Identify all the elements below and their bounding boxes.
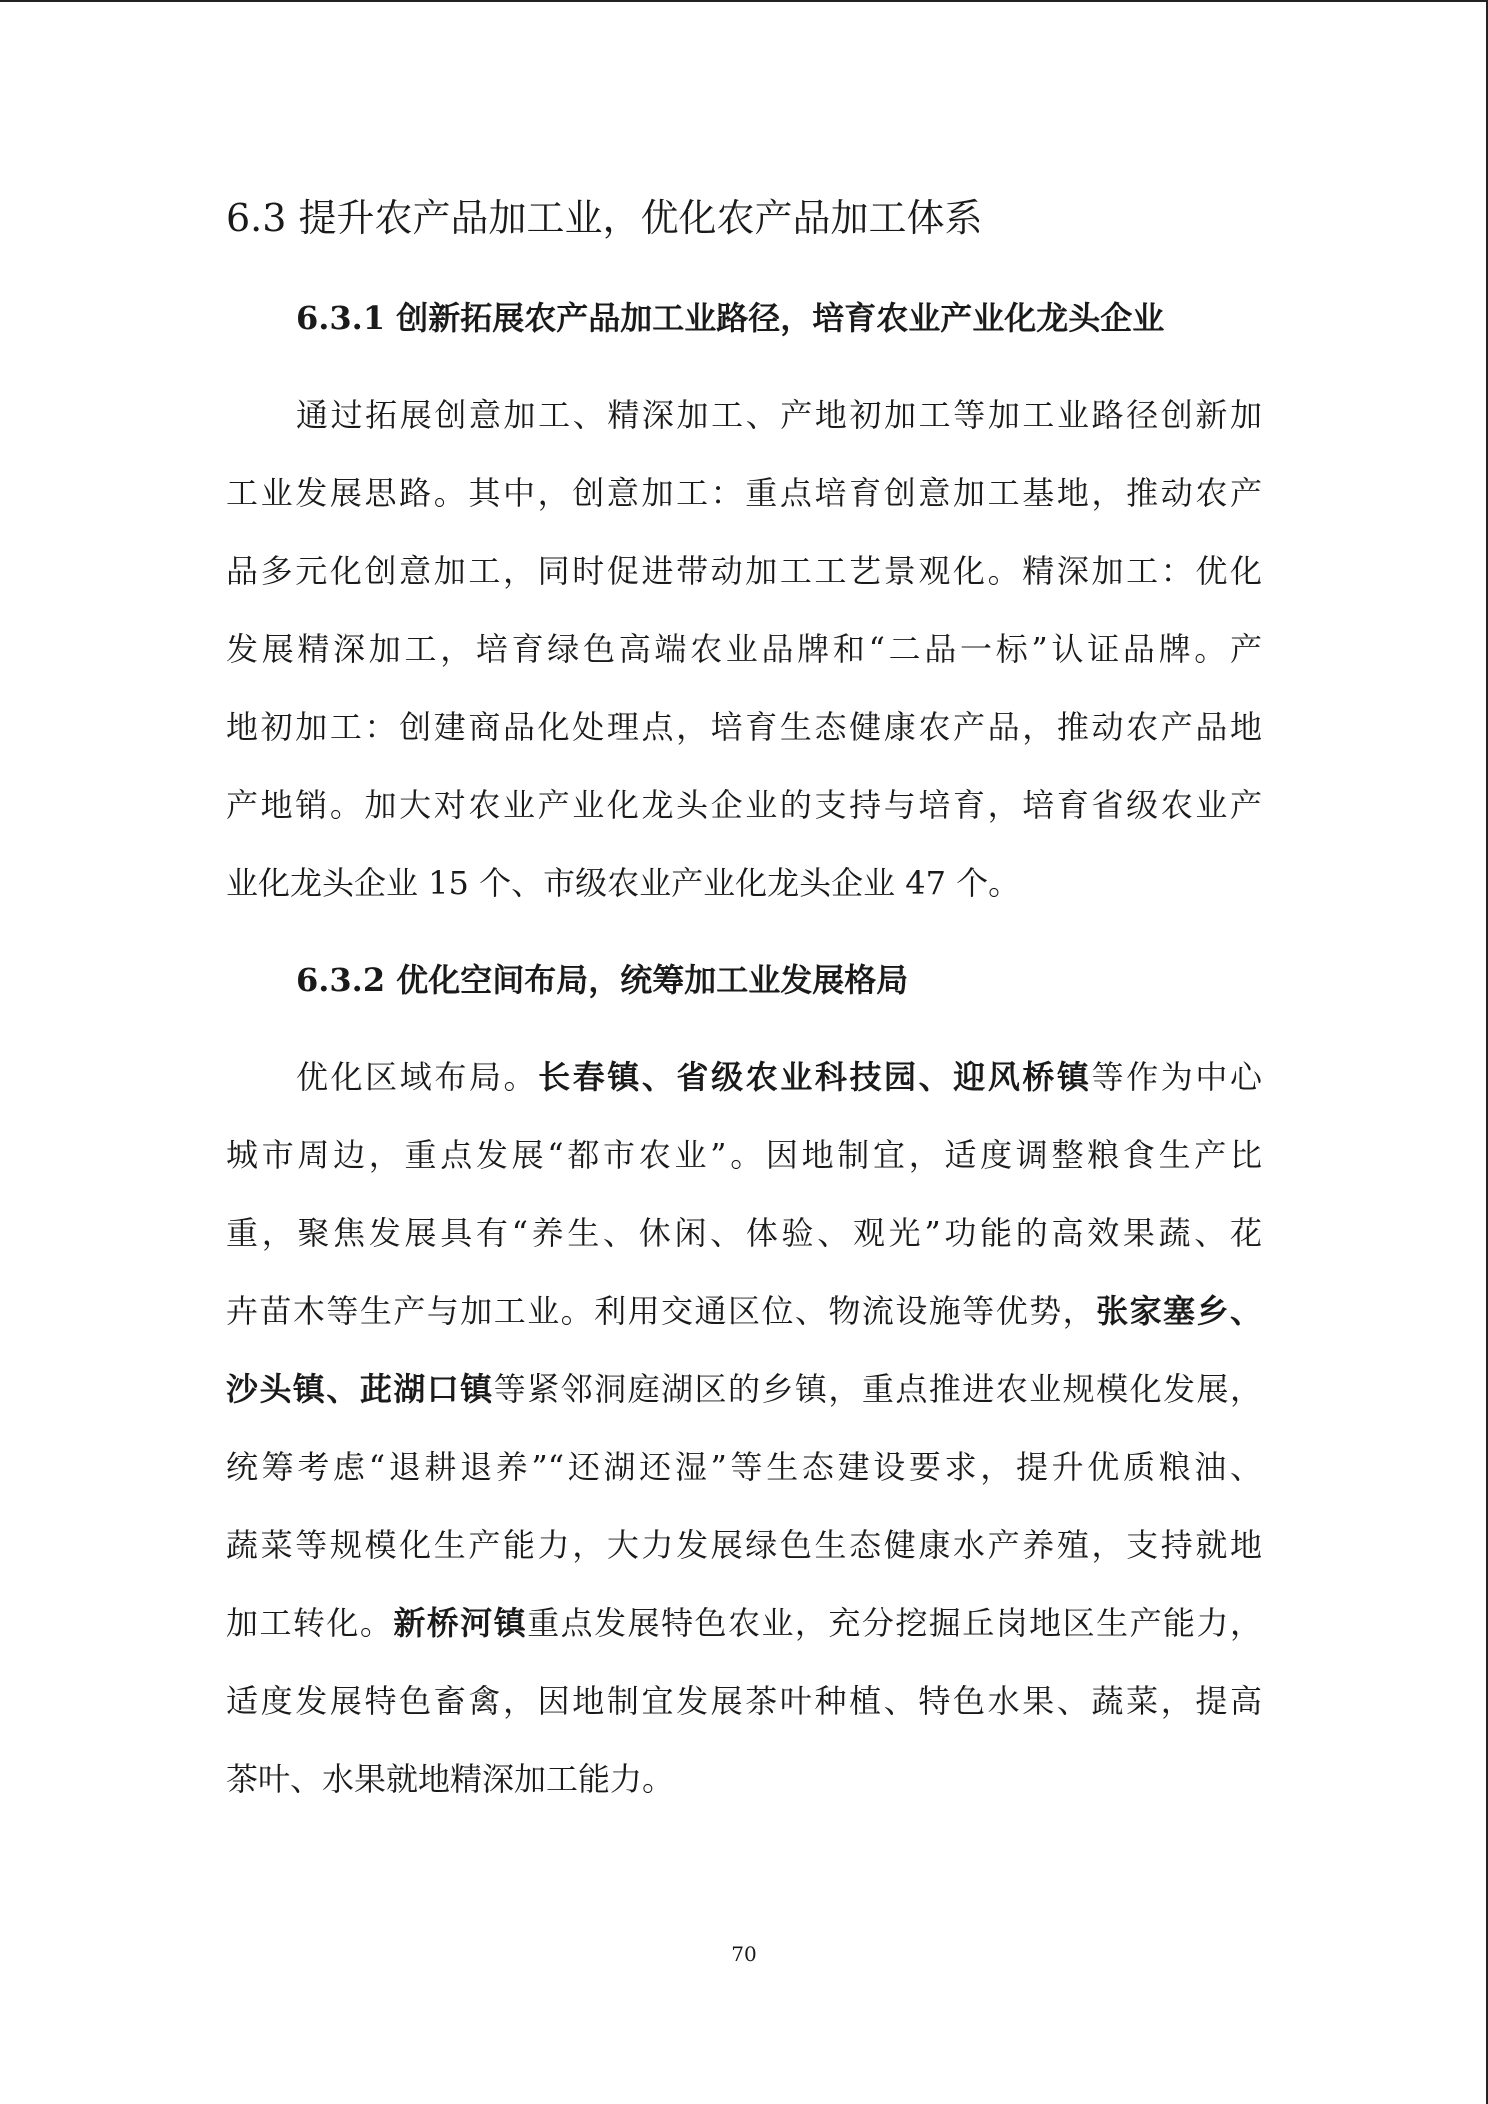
paragraph-line: 城市周边，重点发展“都市农业”。因地制宜，适度调整粮食生产比 xyxy=(226,1136,1262,1174)
paragraph-line xyxy=(226,1272,1262,1350)
paragraph-line: 统筹考虑“退耕退养”“还湖还湿”等生态建设要求，提升优质粮油、 xyxy=(226,1448,1262,1486)
text-run: 等紧邻洞庭湖区的乡镇，重点推进农业规模化发展， xyxy=(493,1370,1262,1408)
text-run: 加工转化。 xyxy=(226,1604,394,1642)
place-names-bold: 沙头镇、茈湖口镇 xyxy=(226,1370,494,1408)
page-border-top xyxy=(0,0,1488,2)
paragraph-line: 茶叶、水果就地精深加工能力。 xyxy=(226,1760,675,1798)
page-number: 70 xyxy=(731,1942,757,1966)
text-run: 重点发展特色农业，充分挖掘丘岗地区生产能力， xyxy=(527,1604,1262,1642)
paragraph-line: 产地销。加大对农业产业化龙头企业的支持与培育，培育省级农业产 xyxy=(226,786,1262,824)
subsection-title-6-3-1: 6.3.1 创新拓展农产品加工业路径，培育农业产业化龙头企业 xyxy=(296,299,1165,337)
place-names-bold: 新桥河镇 xyxy=(393,1604,528,1642)
place-names-bold: 张家塞乡、 xyxy=(1096,1292,1262,1330)
paragraph-line: 地初加工：创建商品化处理点，培育生态健康农产品，推动农产品地 xyxy=(226,708,1262,746)
paragraph-line: 蔬菜等规模化生产能力，大力发展绿色生态健康水产养殖，支持就地 xyxy=(226,1526,1262,1564)
paragraph-line: 工业发展思路。其中，创意加工：重点培育创意加工基地，推动农产 xyxy=(226,474,1262,512)
paragraph-line: 品多元化创意加工，同时促进带动加工工艺景观化。精深加工：优化 xyxy=(226,552,1262,590)
paragraph-line: 发展精深加工，培育绿色高端农业品牌和“二品一标”认证品牌。产 xyxy=(226,630,1262,668)
paragraph-6-3-2 xyxy=(226,1038,1262,1818)
section-title: 6.3 提升农产品加工业，优化农产品加工体系 xyxy=(226,196,983,240)
paragraph-line xyxy=(226,1038,1262,1116)
paragraph-line xyxy=(226,1350,1262,1428)
paragraph-line: 重，聚焦发展具有“养生、休闲、体验、观光”功能的高效果蔬、花 xyxy=(226,1214,1262,1252)
subsection-title-6-3-2: 6.3.2 优化空间布局，统筹加工业发展格局 xyxy=(296,961,909,999)
text-run: 等作为中心 xyxy=(1091,1058,1262,1096)
text-run: 优化区域布局。 xyxy=(296,1058,539,1096)
text-run: 卉苗木等生产与加工业。利用交通区位、物流设施等优势， xyxy=(226,1292,1097,1330)
paragraph-line: 通过拓展创意加工、精深加工、产地初加工等加工业路径创新加 xyxy=(296,396,1262,434)
paragraph-6-3-1 xyxy=(226,376,1262,922)
place-names-bold: 长春镇、省级农业科技园、迎风桥镇 xyxy=(538,1058,1092,1096)
paragraph-line: 业化龙头企业 15 个、市级农业产业化龙头企业 47 个。 xyxy=(226,864,1021,902)
paragraph-line xyxy=(226,1584,1262,1662)
paragraph-line: 适度发展特色畜禽，因地制宜发展茶叶种植、特色水果、蔬菜，提高 xyxy=(226,1682,1262,1720)
